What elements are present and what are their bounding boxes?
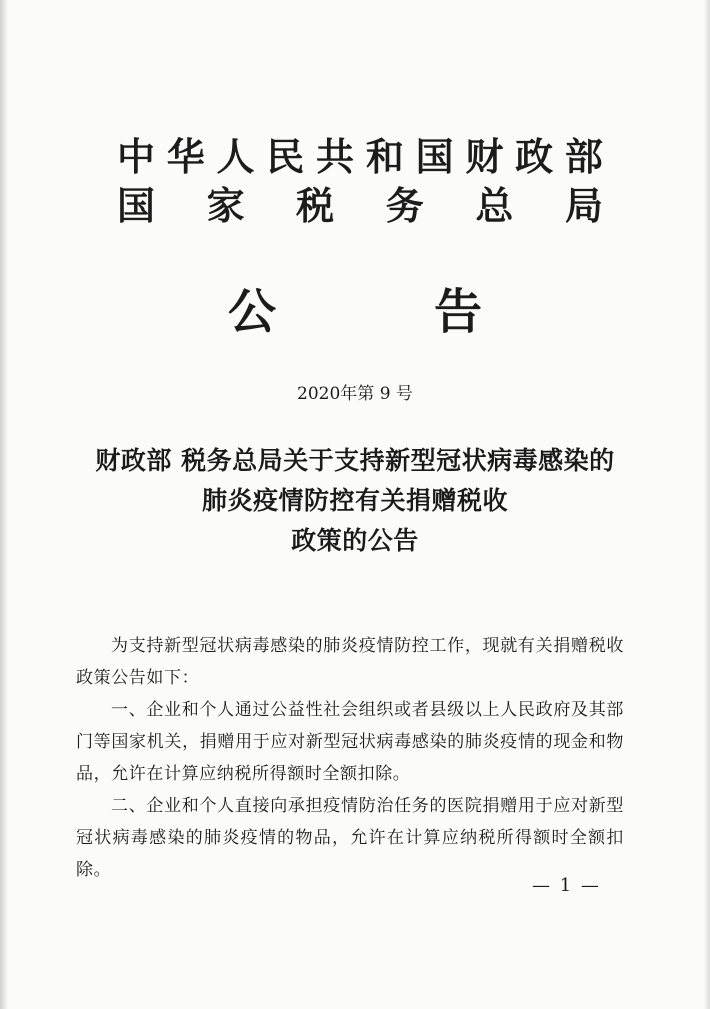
agency-char: 和 — [365, 134, 404, 179]
intro-paragraph: 为支持新型冠状病毒感染的肺炎疫情防控工作，现就有关捐赠税收政策公告如下： — [76, 636, 624, 688]
clause-2-paragraph: 二、企业和个人直接向承担疫情防治任务的医院捐赠用于应对新型冠状病毒感染的肺炎疫情的物品，允许在计算应纳税所得额时全额扣除。 — [76, 796, 624, 880]
agency-char: 税 — [296, 183, 335, 228]
agency-char: 中 — [116, 134, 155, 179]
agency-char: 家 — [206, 183, 245, 228]
document-body — [76, 630, 624, 886]
agency-char: 局 — [564, 183, 603, 228]
agency-char: 财 — [465, 134, 504, 179]
document-type-heading — [228, 283, 482, 341]
agency-char: 部 — [564, 134, 603, 179]
agency-char: 政 — [515, 134, 554, 179]
agency-char: 人 — [216, 134, 255, 179]
clause-1-paragraph: 一、企业和个人通过公益性社会组织或者县级以上人民政府及其部门等国家机关，捐赠用于应对新型冠状病毒感染的肺炎疫情的现金和物品，允许在计算应纳税所得额时全额扣除。 — [76, 700, 624, 784]
title-line: 财政部 税务总局关于支持新型冠状病毒感染的 — [95, 446, 615, 475]
issuing-agency-line-1 — [116, 135, 604, 179]
agency-char: 民 — [266, 134, 305, 179]
title-line: 政策的公告 — [291, 526, 419, 555]
issuing-agency-line-2 — [116, 184, 604, 228]
page-number: — 1 — — [532, 875, 601, 896]
document-number: 2020年第 9 号 — [297, 384, 413, 404]
doc-type-char: 告 — [433, 284, 482, 340]
agency-char: 务 — [385, 183, 424, 228]
agency-char: 总 — [475, 183, 514, 228]
title-line: 肺炎疫情防控有关捐赠税收 — [201, 486, 508, 515]
agency-char: 共 — [316, 134, 355, 179]
doc-type-char: 公 — [228, 284, 277, 340]
agency-char: 国 — [116, 183, 155, 228]
agency-char: 华 — [166, 134, 205, 179]
document-title — [0, 441, 710, 561]
agency-char: 国 — [415, 134, 454, 179]
